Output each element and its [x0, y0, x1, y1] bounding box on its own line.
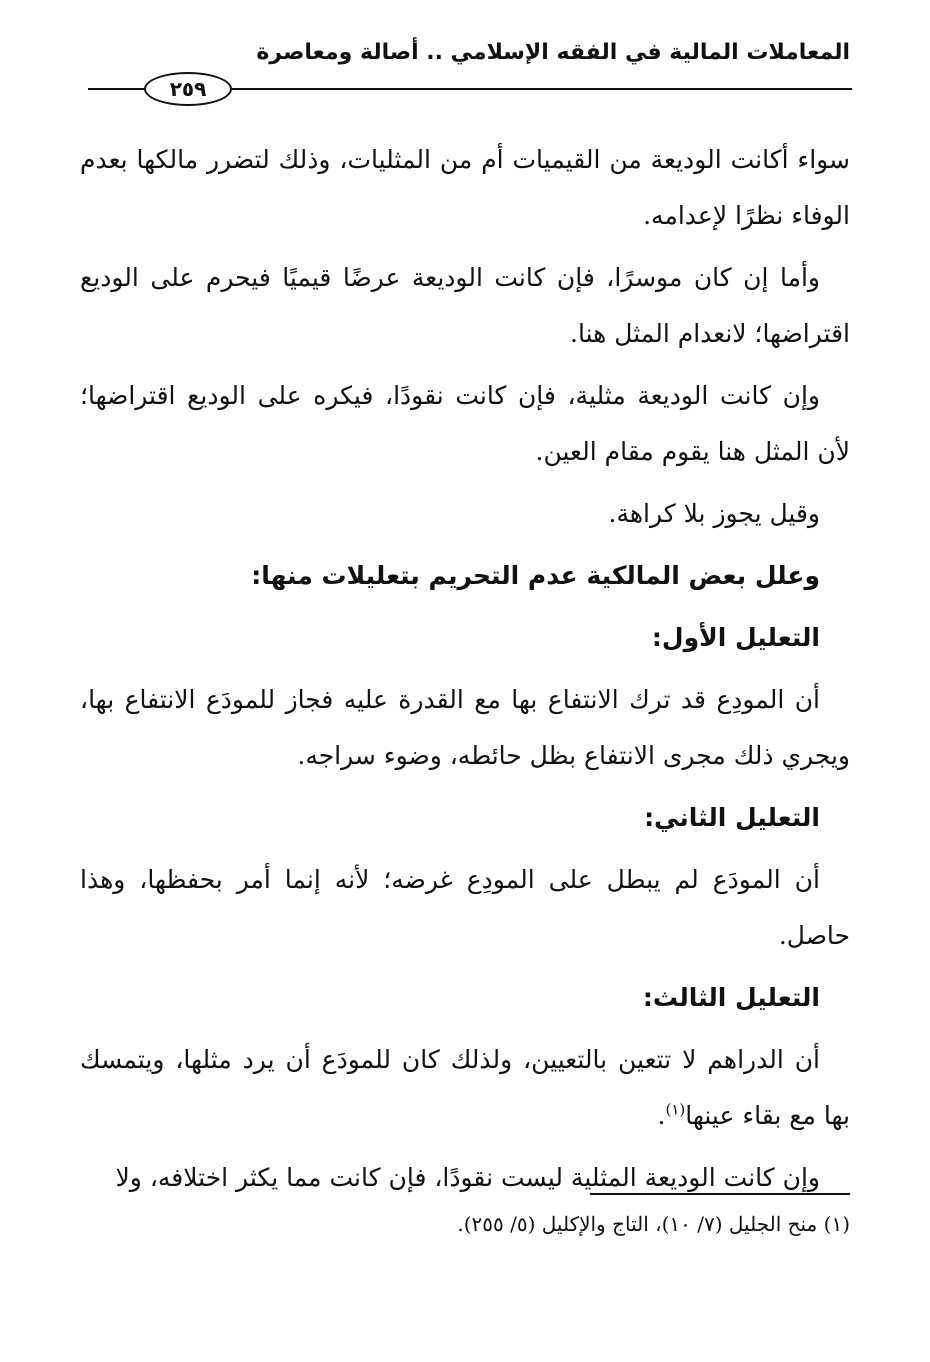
heading-third-reason: التعليل الثالث:: [642, 983, 820, 1012]
header-rule-right: [232, 88, 852, 90]
footnote-rule: [590, 1193, 850, 1195]
paragraph-2: وأما إن كان موسرًا، فإن كانت الوديعة عرضًا قيميًا فيحرم على الوديع اقتراضها؛ لانعدام المثل هنا.: [80, 263, 850, 348]
paragraph-8-text: أن الدراهم لا تتعين بالتعيين، ولذلك كان للمودَع أن يرد مثلها، ويتمسك بها مع بقاء عينها: [80, 1045, 850, 1130]
paragraph-9: وإن كانت الوديعة المثلية ليست نقودًا، فإن كانت مما يكثر اختلافه، ولا: [115, 1163, 820, 1192]
paragraph-3: وإن كانت الوديعة مثلية، فإن كانت نقودًا، فيكره على الوديع اقتراضها؛ لأن المثل هنا يقوم مقام العين.: [80, 381, 850, 466]
footnote: (١) منح الجليل (٧/ ١٠)، التاج والإكليل (٥/ ٢٥٥).: [457, 1212, 850, 1236]
header-rule-left: [88, 88, 146, 90]
page-number: ٢٥٩: [144, 72, 232, 106]
paragraph-8-end: .: [657, 1101, 666, 1130]
paragraph-1: سواء أكانت الوديعة من القيميات أم من المثليات، وذلك لتضرر مالكها بعدم الوفاء نظرًا لإعدامه.: [80, 145, 850, 230]
heading-first-reason: التعليل الأول:: [651, 623, 820, 652]
footnote-reference: (١): [665, 1100, 686, 1119]
paragraph-4: وقيل يجوز بلا كراهة.: [608, 499, 820, 528]
heading-second-reason: التعليل الثاني:: [644, 803, 820, 832]
paragraph-8: [80, 1032, 850, 1144]
body-text: [80, 132, 850, 1206]
running-title: المعاملات المالية في الفقه الإسلامي .. أصالة ومعاصرة: [256, 40, 850, 65]
paragraph-5: وعلل بعض المالكية عدم التحريم بتعليلات منها:: [251, 561, 820, 590]
paragraph-6: أن المودِع قد ترك الانتفاع بها مع القدرة عليه فجاز للمودَع الانتفاع بها، ويجري ذلك مجرى الانتفاع بظل حائطه، وضوء سراجه.: [80, 685, 850, 770]
paragraph-7: أن المودَع لم يبطل على المودِع غرضه؛ لأنه إنما أمر بحفظها، وهذا حاصل.: [80, 865, 850, 950]
